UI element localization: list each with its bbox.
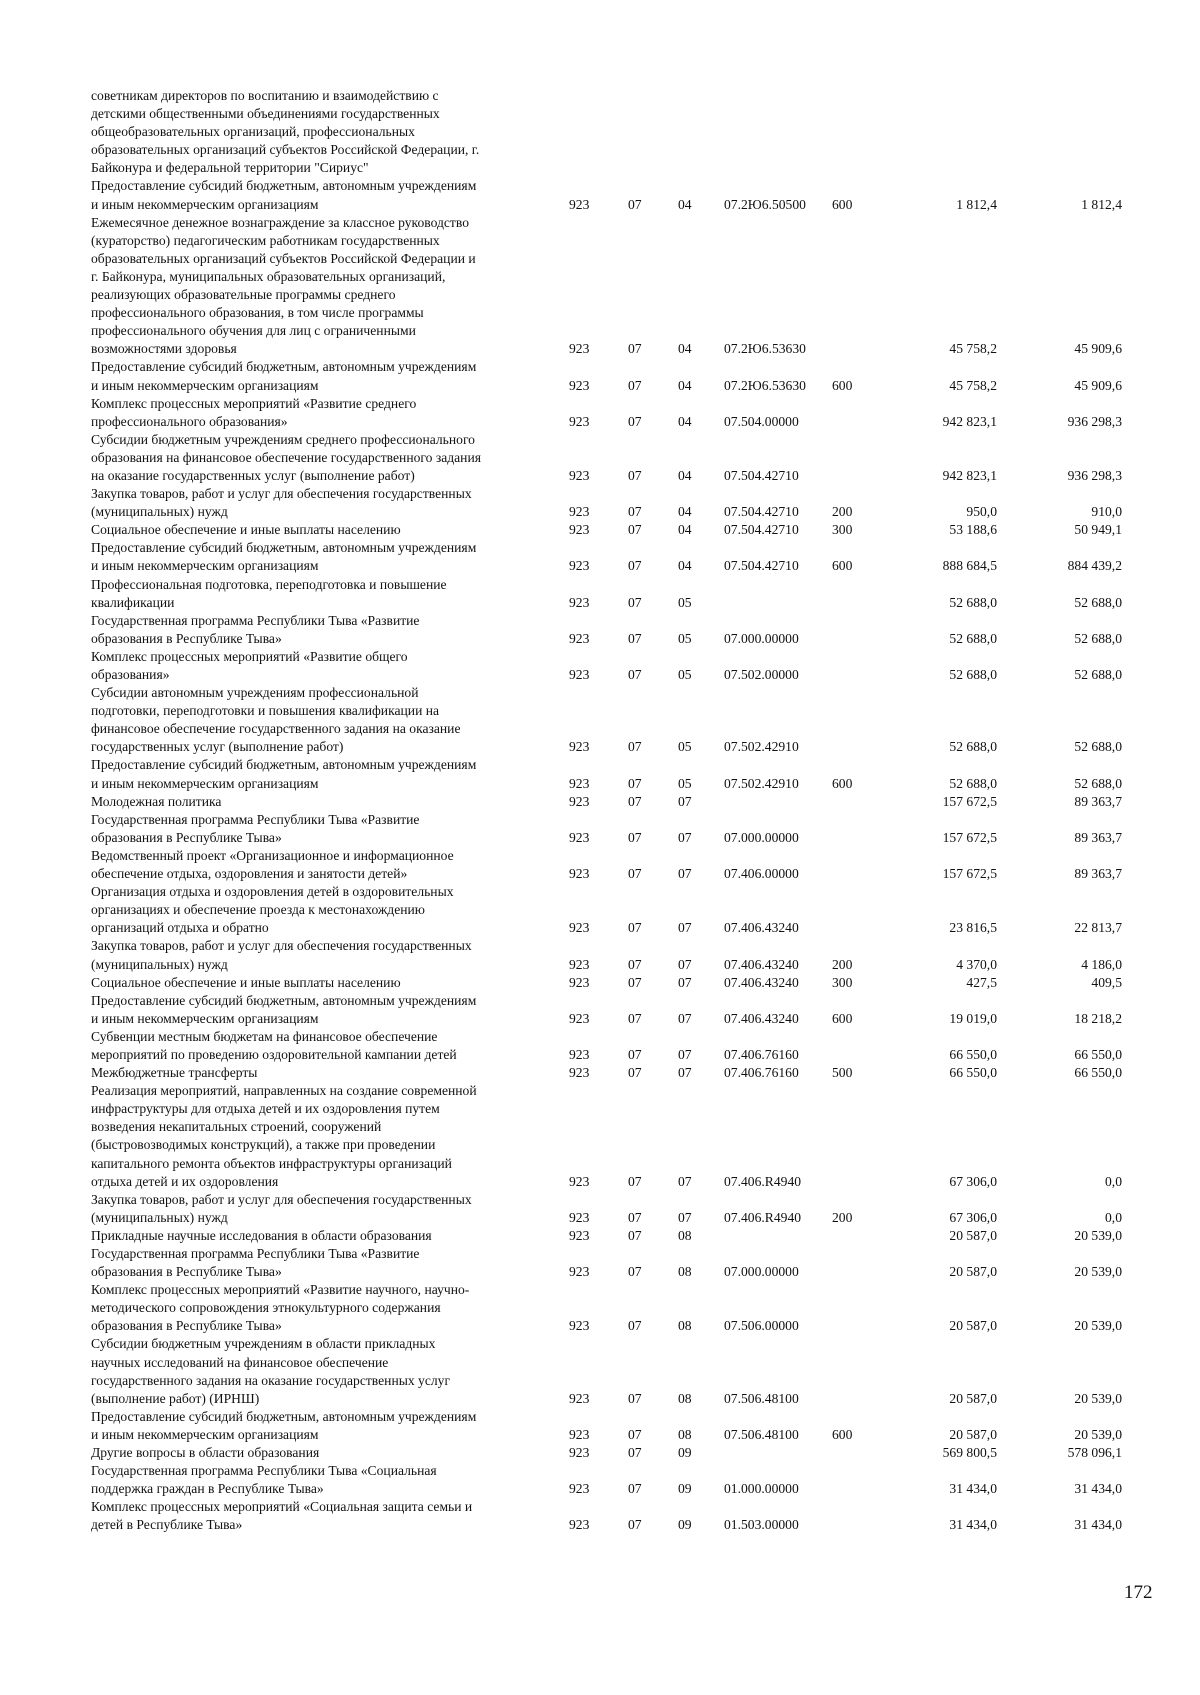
row-description: Социальное обеспечение и иные выплаты населению: [91, 974, 401, 990]
section-code: 07: [628, 1065, 642, 1081]
amount-year-2: 66 550,0: [1074, 1046, 1122, 1062]
table-row: [91, 974, 1171, 992]
table-row: [91, 576, 1171, 612]
ministry-code: 923: [569, 1209, 590, 1225]
subsection-code: 09: [678, 1445, 692, 1461]
section-code: 07: [628, 1318, 642, 1334]
target-article-code: 01.000.00000: [724, 1481, 799, 1497]
subsection-code: 08: [678, 1390, 692, 1406]
subsection-code: 05: [678, 667, 692, 682]
row-description: Профессиональная подготовка, переподготовка и повышение квалификации: [91, 576, 447, 610]
subsection-code: 04: [678, 341, 692, 357]
subsection-code: 07: [678, 829, 692, 845]
subsection-code: 04: [678, 558, 692, 574]
ministry-code: 923: [569, 1426, 590, 1442]
amount-year-1: 942 823,1: [942, 413, 997, 429]
table-row: [91, 539, 1171, 575]
target-article-code: 07.502.00000: [724, 667, 799, 682]
ministry-code: 923: [569, 594, 590, 610]
section-code: 07: [628, 341, 642, 357]
ministry-code: 923: [569, 829, 590, 845]
row-description: Социальное обеспечение и иные выплаты населению: [91, 522, 401, 538]
expense-type-code: 200: [832, 504, 853, 520]
table-row: [91, 1245, 1171, 1281]
amount-year-2: 31 434,0: [1074, 1517, 1122, 1533]
row-description: Комплекс процессных мероприятий «Развитие среднего профессионального образования»: [91, 395, 417, 429]
section-code: 07: [628, 522, 642, 538]
row-description: Комплекс процессных мероприятий «Социальная защита семьи и детей в Республике Тыва»: [91, 1499, 473, 1533]
target-article-code: 07.406.43240: [724, 974, 799, 990]
expense-type-code: 600: [832, 775, 853, 791]
amount-year-1: 66 550,0: [949, 1065, 997, 1081]
amount-year-2: 89 363,7: [1074, 866, 1122, 882]
amount-year-1: 950,0: [966, 504, 997, 520]
subsection-code: 04: [678, 196, 692, 212]
table-row: [91, 214, 1171, 359]
section-code: 07: [628, 504, 642, 520]
table-row: [91, 1408, 1171, 1444]
amount-year-2: 936 298,3: [1067, 413, 1122, 429]
table-row: [91, 1082, 1171, 1191]
table-row: [91, 684, 1171, 756]
amount-year-2: 20 539,0: [1074, 1227, 1122, 1243]
table-row: [91, 1028, 1171, 1064]
section-code: 07: [628, 1481, 642, 1497]
table-row: [91, 87, 1171, 177]
amount-year-2: 52 688,0: [1074, 594, 1122, 610]
ministry-code: 923: [569, 341, 590, 357]
amount-year-1: 67 306,0: [949, 1173, 997, 1189]
section-code: 07: [628, 974, 642, 990]
table-row: [91, 992, 1171, 1028]
target-article-code: 07.2Ю6.53630: [724, 341, 806, 357]
table-row: [91, 1191, 1171, 1227]
row-description: Государственная программа Республики Тыва «Развитие образования в Республике Тыва»: [91, 612, 420, 646]
target-article-code: 07.502.42910: [724, 739, 799, 755]
target-article-code: 01.503.00000: [724, 1517, 799, 1533]
subsection-code: 08: [678, 1318, 692, 1334]
budget-table: [91, 87, 1171, 1535]
section-code: 07: [628, 558, 642, 574]
row-description: Предоставление субсидий бюджетным, автономным учреждениям и иным некоммерческим организациям: [91, 1408, 477, 1442]
amount-year-2: 52 688,0: [1074, 775, 1122, 791]
table-row: [91, 1281, 1171, 1335]
section-code: 07: [628, 630, 642, 646]
section-code: 07: [628, 413, 642, 429]
target-article-code: 07.506.00000: [724, 1318, 799, 1334]
amount-year-2: 89 363,7: [1074, 829, 1122, 845]
subsection-code: 05: [678, 594, 692, 610]
ministry-code: 923: [569, 1010, 590, 1026]
target-article-code: 07.000.00000: [724, 1264, 799, 1280]
row-description: советникам директоров по воспитанию и взаимодействию с детскими общественными объединениями государственных общеобразовательных организаций, профессиональных образовательных организаций субъектов Российской Федерации, г. Байконура и федеральной территории "Сириус": [91, 88, 480, 176]
ministry-code: 923: [569, 793, 590, 809]
table-row: [91, 521, 1171, 539]
target-article-code: 07.504.42710: [724, 522, 799, 538]
section-code: 07: [628, 866, 642, 882]
amount-year-2: 20 539,0: [1074, 1426, 1122, 1442]
amount-year-1: 4 370,0: [956, 956, 997, 972]
amount-year-2: 31 434,0: [1074, 1481, 1122, 1497]
section-code: 07: [628, 1390, 642, 1406]
row-description: Государственная программа Республики Тыва «Социальная поддержка граждан в Республике Тыва»: [91, 1463, 437, 1497]
page-number: 172: [1124, 1582, 1153, 1603]
amount-year-1: 23 816,5: [949, 920, 997, 936]
amount-year-2: 0,0: [1105, 1173, 1122, 1189]
subsection-code: 05: [678, 630, 692, 646]
amount-year-1: 52 688,0: [949, 775, 997, 791]
amount-year-2: 1 812,4: [1081, 196, 1122, 212]
ministry-code: 923: [569, 956, 590, 972]
amount-year-2: 66 550,0: [1074, 1065, 1122, 1081]
amount-year-1: 52 688,0: [949, 667, 997, 682]
target-article-code: 07.406.43240: [724, 956, 799, 972]
subsection-code: 07: [678, 956, 692, 972]
subsection-code: 07: [678, 1065, 692, 1081]
table-row: [91, 1335, 1171, 1407]
row-description: Субсидии автономным учреждениям профессиональной подготовки, переподготовки и повышения квалификации на финансовое обеспечение государственного задания на оказание государственных услуг (выполнение работ): [91, 685, 461, 755]
amount-year-2: 20 539,0: [1074, 1264, 1122, 1280]
amount-year-2: 578 096,1: [1067, 1445, 1122, 1461]
amount-year-2: 52 688,0: [1074, 739, 1122, 755]
amount-year-1: 157 672,5: [942, 793, 997, 809]
target-article-code: 07.2Ю6.53630: [724, 377, 806, 393]
table-row: [91, 648, 1171, 684]
subsection-code: 07: [678, 1209, 692, 1225]
amount-year-1: 20 587,0: [949, 1318, 997, 1334]
row-description: Предоставление субсидий бюджетным, автономным учреждениям и иным некоммерческим организациям: [91, 992, 477, 1026]
ministry-code: 923: [569, 920, 590, 936]
amount-year-1: 31 434,0: [949, 1481, 997, 1497]
section-code: 07: [628, 377, 642, 393]
row-description: Государственная программа Республики Тыва «Развитие образования в Республике Тыва»: [91, 1246, 420, 1280]
amount-year-1: 45 758,2: [949, 377, 997, 393]
section-code: 07: [628, 1010, 642, 1026]
row-description: Субсидии бюджетным учреждениям среднего профессионального образования на финансовое обеспечение государственного задания на оказание государственных услуг (выполнение работ): [91, 431, 481, 483]
amount-year-2: 409,5: [1091, 974, 1122, 990]
ministry-code: 923: [569, 504, 590, 520]
row-description: Комплекс процессных мероприятий «Развитие общего образования»: [91, 648, 408, 682]
table-row: [91, 756, 1171, 792]
ministry-code: 923: [569, 630, 590, 646]
table-row: [91, 847, 1171, 883]
table-row: [91, 358, 1171, 394]
table-row: [91, 793, 1171, 811]
section-code: 07: [628, 956, 642, 972]
table-row: [91, 1462, 1171, 1498]
target-article-code: 07.506.48100: [724, 1390, 799, 1406]
amount-year-1: 157 672,5: [942, 829, 997, 845]
section-code: 07: [628, 1227, 642, 1243]
row-description: Межбюджетные трансферты: [91, 1065, 258, 1081]
section-code: 07: [628, 775, 642, 791]
amount-year-1: 52 688,0: [949, 630, 997, 646]
expense-type-code: 200: [832, 1209, 853, 1225]
table-row: [91, 1064, 1171, 1082]
table-row: [91, 431, 1171, 485]
subsection-code: 04: [678, 522, 692, 538]
row-description: Комплекс процессных мероприятий «Развитие научного, научно- методического сопровождения этнокультурного содержания образования в Республике Тыва»: [91, 1282, 470, 1334]
amount-year-2: 20 539,0: [1074, 1318, 1122, 1334]
ministry-code: 923: [569, 866, 590, 882]
target-article-code: 07.506.48100: [724, 1426, 799, 1442]
ministry-code: 923: [569, 413, 590, 429]
ministry-code: 923: [569, 1065, 590, 1081]
row-description: Предоставление субсидий бюджетным, автономным учреждениям и иным некоммерческим организациям: [91, 178, 477, 212]
table-row: [91, 177, 1171, 213]
row-description: Ежемесячное денежное вознаграждение за классное руководство (кураторство) педагогическим работникам государственных образовательных организаций субъектов Российской Федерации и г. Байконура, муниципальных образовательных организаций, реализующих образовательные программы среднего профессионального образования, в том числе программы профессионального обучения для лиц с ограниченными возможностями здоровья: [91, 214, 476, 357]
ministry-code: 923: [569, 1445, 590, 1461]
subsection-code: 07: [678, 920, 692, 936]
ministry-code: 923: [569, 1318, 590, 1334]
amount-year-2: 22 813,7: [1074, 920, 1122, 936]
amount-year-1: 20 587,0: [949, 1390, 997, 1406]
amount-year-1: 20 587,0: [949, 1426, 997, 1442]
row-description: Субвенции местным бюджетам на финансовое обеспечение мероприятий по проведению оздоровительной кампании детей: [91, 1028, 457, 1062]
target-article-code: 07.406.43240: [724, 1010, 799, 1026]
ministry-code: 923: [569, 667, 590, 682]
amount-year-2: 50 949,1: [1074, 522, 1122, 538]
table-row: [91, 937, 1171, 973]
ministry-code: 923: [569, 467, 590, 483]
amount-year-2: 884 439,2: [1067, 558, 1122, 574]
section-code: 07: [628, 1517, 642, 1533]
section-code: 07: [628, 196, 642, 212]
subsection-code: 05: [678, 739, 692, 755]
row-description: Государственная программа Республики Тыва «Развитие образования в Республике Тыва»: [91, 811, 420, 845]
target-article-code: 07.2Ю6.50500: [724, 196, 806, 212]
target-article-code: 07.000.00000: [724, 630, 799, 646]
amount-year-2: 18 218,2: [1074, 1010, 1122, 1026]
amount-year-1: 45 758,2: [949, 341, 997, 357]
ministry-code: 923: [569, 739, 590, 755]
subsection-code: 09: [678, 1517, 692, 1533]
row-description: Предоставление субсидий бюджетным, автономным учреждениям и иным некоммерческим организациям: [91, 359, 477, 393]
amount-year-1: 31 434,0: [949, 1517, 997, 1533]
expense-type-code: 300: [832, 974, 853, 990]
subsection-code: 08: [678, 1227, 692, 1243]
section-code: 07: [628, 829, 642, 845]
subsection-code: 08: [678, 1264, 692, 1280]
target-article-code: 07.504.00000: [724, 413, 799, 429]
ministry-code: 923: [569, 1227, 590, 1243]
ministry-code: 923: [569, 775, 590, 791]
section-code: 07: [628, 1445, 642, 1461]
ministry-code: 923: [569, 1517, 590, 1533]
amount-year-2: 4 186,0: [1081, 956, 1122, 972]
subsection-code: 04: [678, 504, 692, 520]
subsection-code: 04: [678, 467, 692, 483]
amount-year-2: 0,0: [1105, 1209, 1122, 1225]
subsection-code: 05: [678, 775, 692, 791]
target-article-code: 07.504.42710: [724, 558, 799, 574]
ministry-code: 923: [569, 974, 590, 990]
table-row: [91, 1498, 1171, 1534]
subsection-code: 08: [678, 1426, 692, 1442]
section-code: 07: [628, 793, 642, 809]
row-description: Ведомственный проект «Организационное и информационное обеспечение отдыха, оздоровления и занятости детей»: [91, 847, 454, 882]
expense-type-code: 500: [832, 1065, 853, 1081]
amount-year-2: 52 688,0: [1074, 667, 1122, 682]
row-description: Реализация мероприятий, направленных на создание современной инфраструктуры для отдыха детей и их оздоровления путем возведения некапитальных строений, сооружений (быстровозводимых конструкций), а также при проведении капитального ремонта объектов инфраструктуры организаций отдыха детей и их оздоровления: [91, 1083, 477, 1189]
expense-type-code: 600: [832, 377, 853, 393]
section-code: 07: [628, 1264, 642, 1280]
amount-year-1: 20 587,0: [949, 1227, 997, 1243]
table-row: [91, 395, 1171, 431]
target-article-code: 07.502.42910: [724, 775, 799, 791]
section-code: 07: [628, 920, 642, 936]
amount-year-1: 52 688,0: [949, 594, 997, 610]
row-description: Предоставление субсидий бюджетным, автономным учреждениям и иным некоммерческим организациям: [91, 757, 477, 791]
amount-year-2: 20 539,0: [1074, 1390, 1122, 1406]
amount-year-1: 53 188,6: [949, 522, 997, 538]
ministry-code: 923: [569, 1264, 590, 1280]
section-code: 07: [628, 1426, 642, 1442]
table-row: [91, 883, 1171, 937]
target-article-code: 07.406.00000: [724, 866, 799, 882]
row-description: Организация отдыха и оздоровления детей в оздоровительных организациях и обеспечение проезда к местонахождению организаций отдыха и обратно: [91, 884, 454, 936]
amount-year-1: 67 306,0: [949, 1209, 997, 1225]
ministry-code: 923: [569, 558, 590, 574]
expense-type-code: 600: [832, 196, 853, 212]
section-code: 07: [628, 1209, 642, 1225]
target-article-code: 07.000.00000: [724, 829, 799, 845]
amount-year-1: 52 688,0: [949, 739, 997, 755]
table-row: [91, 1227, 1171, 1245]
expense-type-code: 600: [832, 1010, 853, 1026]
section-code: 07: [628, 1046, 642, 1062]
subsection-code: 07: [678, 1010, 692, 1026]
section-code: 07: [628, 739, 642, 755]
amount-year-2: 52 688,0: [1074, 630, 1122, 646]
amount-year-2: 910,0: [1091, 504, 1122, 520]
expense-type-code: 200: [832, 956, 853, 972]
amount-year-1: 942 823,1: [942, 467, 997, 483]
target-article-code: 07.406.R4940: [724, 1173, 802, 1189]
target-article-code: 07.504.42710: [724, 467, 799, 483]
subsection-code: 07: [678, 1046, 692, 1062]
target-article-code: 07.406.76160: [724, 1065, 799, 1081]
target-article-code: 07.406.R4940: [724, 1209, 802, 1225]
amount-year-1: 157 672,5: [942, 866, 997, 882]
subsection-code: 07: [678, 974, 692, 990]
amount-year-2: 936 298,3: [1067, 467, 1122, 483]
expense-type-code: 600: [832, 558, 853, 574]
subsection-code: 04: [678, 377, 692, 393]
subsection-code: 07: [678, 793, 692, 809]
row-description: Закупка товаров, работ и услуг для обеспечения государственных (муниципальных) нужд: [91, 486, 472, 520]
ministry-code: 923: [569, 1046, 590, 1062]
amount-year-1: 888 684,5: [942, 558, 997, 574]
amount-year-1: 569 800,5: [942, 1445, 997, 1461]
ministry-code: 923: [569, 377, 590, 393]
amount-year-2: 45 909,6: [1074, 341, 1122, 357]
amount-year-2: 45 909,6: [1074, 377, 1122, 393]
ministry-code: 923: [569, 196, 590, 212]
expense-type-code: 600: [832, 1426, 853, 1442]
ministry-code: 923: [569, 1481, 590, 1497]
expense-type-code: 300: [832, 522, 853, 538]
amount-year-1: 66 550,0: [949, 1046, 997, 1062]
subsection-code: 04: [678, 413, 692, 429]
row-description: Закупка товаров, работ и услуг для обеспечения государственных (муниципальных) нужд: [91, 938, 472, 972]
table-row: [91, 485, 1171, 521]
row-description: Субсидии бюджетным учреждениям в области прикладных научных исследований на финансовое обеспечение государственного задания на оказание государственных услуг (выполнение работ) (ИРНШ): [91, 1336, 451, 1406]
amount-year-1: 1 812,4: [956, 196, 997, 212]
section-code: 07: [628, 467, 642, 483]
row-description: Другие вопросы в области образования: [91, 1445, 320, 1461]
table-row: [91, 1444, 1171, 1462]
row-description: Закупка товаров, работ и услуг для обеспечения государственных (муниципальных) нужд: [91, 1191, 472, 1225]
section-code: 07: [628, 1173, 642, 1189]
subsection-code: 07: [678, 1173, 692, 1189]
subsection-code: 09: [678, 1481, 692, 1497]
row-description: Предоставление субсидий бюджетным, автономным учреждениям и иным некоммерческим организациям: [91, 540, 477, 574]
amount-year-2: 89 363,7: [1074, 793, 1122, 809]
target-article-code: 07.504.42710: [724, 504, 799, 520]
amount-year-1: 427,5: [966, 974, 997, 990]
table-row: [91, 811, 1171, 847]
section-code: 07: [628, 594, 642, 610]
amount-year-1: 19 019,0: [949, 1010, 997, 1026]
ministry-code: 923: [569, 1173, 590, 1189]
table-row: [91, 612, 1171, 648]
ministry-code: 923: [569, 1390, 590, 1406]
ministry-code: 923: [569, 522, 590, 538]
section-code: 07: [628, 667, 642, 682]
target-article-code: 07.406.76160: [724, 1046, 799, 1062]
target-article-code: 07.406.43240: [724, 920, 799, 936]
row-description: Молодежная политика: [91, 793, 222, 809]
subsection-code: 07: [678, 866, 692, 882]
row-description: Прикладные научные исследования в области образования: [91, 1227, 432, 1243]
amount-year-1: 20 587,0: [949, 1264, 997, 1280]
